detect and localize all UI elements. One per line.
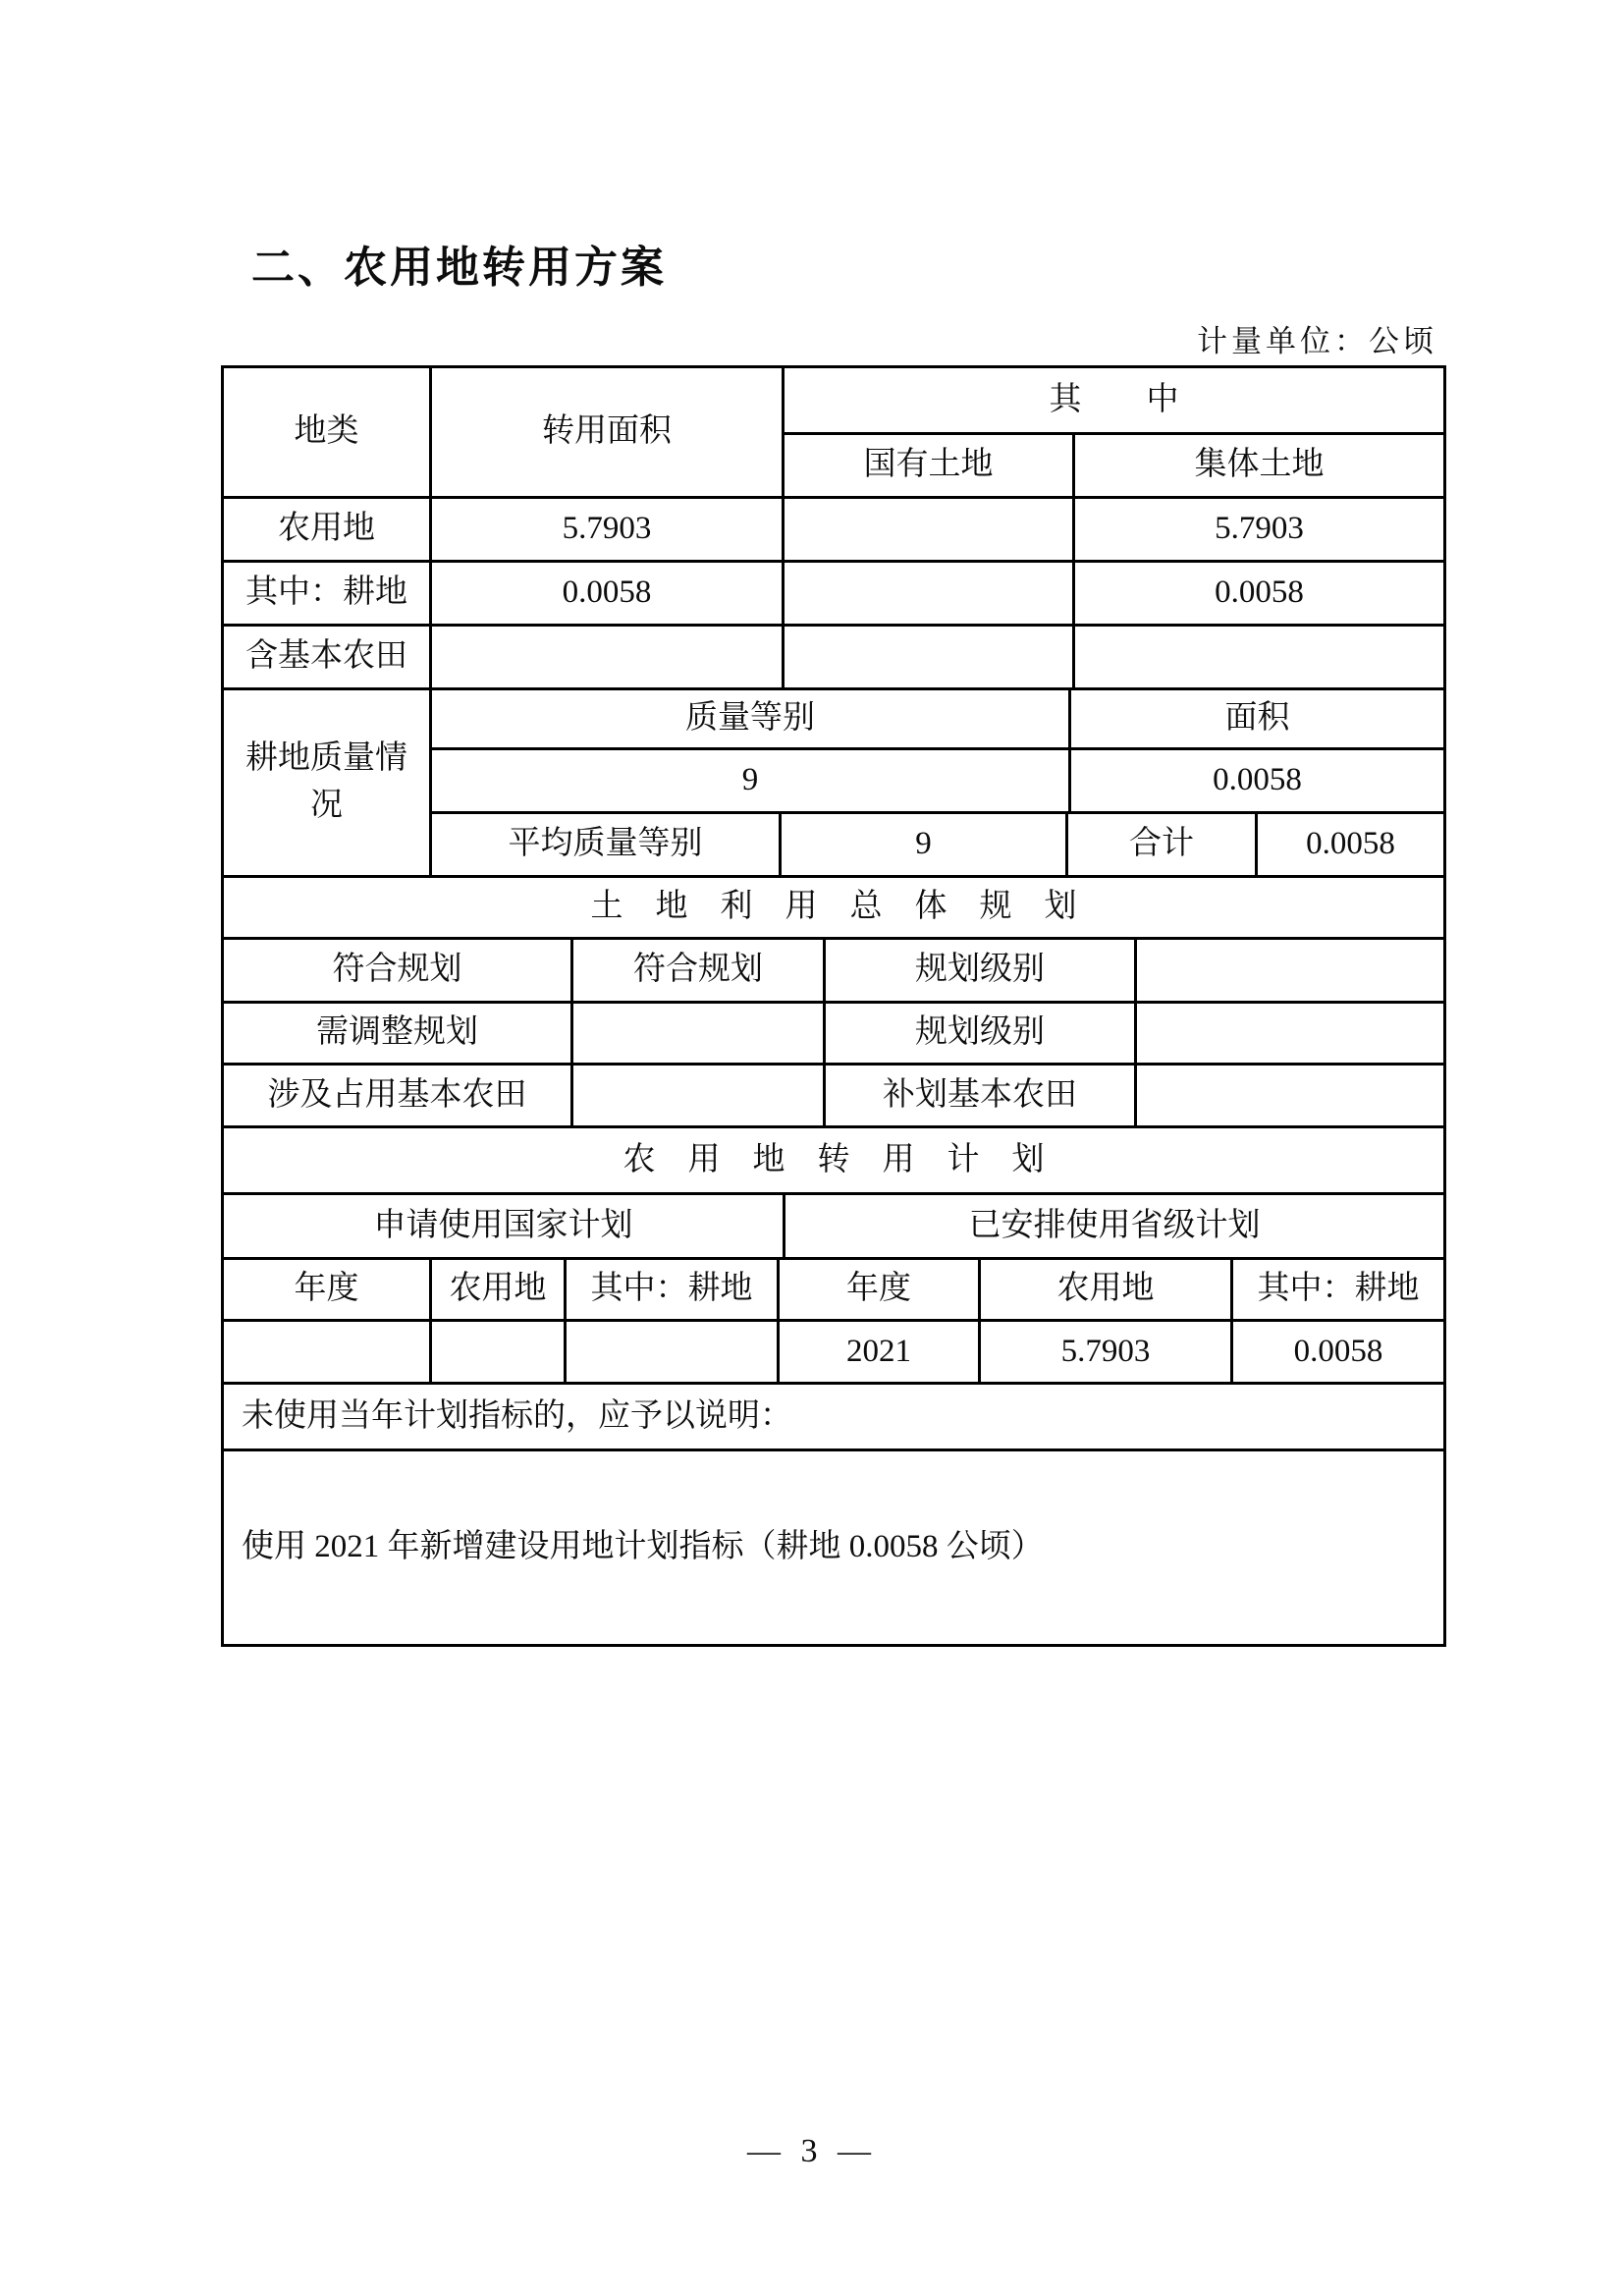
page-number: — 3 —: [747, 2133, 877, 2169]
provincial-agri-value: 5.7903: [981, 1322, 1233, 1382]
planning-row-occupy: [224, 1066, 1443, 1128]
provincial-cultivated-header: 其中：耕地: [1257, 1271, 1420, 1307]
quality-average-row: [432, 814, 1443, 875]
agricultural-state-owned: [785, 499, 1075, 560]
page-title: 二、农用地转用方案: [251, 244, 667, 292]
row-agricultural-land: [224, 499, 1443, 563]
note-label-row: [224, 1385, 1443, 1451]
conversion-plan-title-row: [224, 1128, 1443, 1195]
national-cultivated-header: 其中：耕地: [567, 1260, 780, 1319]
conform-level-value: [1137, 940, 1443, 1001]
planning-section-title-row: [224, 878, 1443, 940]
cultivated-state-owned: [785, 563, 1075, 624]
plan-source-header-row: [224, 1195, 1443, 1260]
provincial-cultivated-value: 0.0058: [1293, 1333, 1383, 1369]
quality-detail-group: [432, 690, 1443, 875]
header-conversion-area: 转用面积: [432, 368, 785, 496]
planning-section-title: 土 地 利 用 总 体 规 划: [590, 889, 1077, 925]
quality-grade-header: 质量等别: [432, 690, 1071, 747]
quality-total-label: 合计: [1068, 814, 1258, 875]
table-header-block: [224, 368, 1443, 499]
land-conversion-table: [221, 365, 1446, 1647]
conform-level-label: 规划级别: [826, 940, 1137, 1001]
unit-note: 计量单位：公顷: [1197, 324, 1437, 358]
quality-avg-value: 9: [782, 814, 1068, 875]
conform-label: 符合规划: [224, 940, 573, 1001]
plan-data-row: [224, 1322, 1443, 1385]
national-cultivated-value: [567, 1322, 780, 1382]
quality-total-value: 0.0058: [1306, 826, 1395, 862]
agricultural-label: 农用地: [224, 499, 432, 560]
adjust-level-value: [1137, 1004, 1443, 1063]
quality-avg-label: 平均质量等别: [432, 814, 782, 875]
quality-value-row: [432, 750, 1443, 814]
provincial-year-value: 2021: [780, 1322, 981, 1382]
adjust-level-label: 规划级别: [826, 1004, 1137, 1063]
note-content-row: [224, 1451, 1443, 1644]
note-label: 未使用当年计划指标的，应予以说明：: [242, 1397, 792, 1434]
planning-row-conform: [224, 940, 1443, 1004]
quality-area-value: 0.0058: [1213, 762, 1302, 798]
occupy-label: 涉及占用基本农田: [224, 1066, 573, 1125]
quality-label-text: 耕地质量情况: [245, 740, 407, 823]
replan-label: 补划基本农田: [826, 1066, 1137, 1125]
header-among-which-group: [785, 368, 1443, 496]
cultivated-conversion-area: 0.0058: [432, 563, 785, 624]
adjust-value: [573, 1004, 826, 1063]
header-state-owned: 国有土地: [785, 435, 1075, 496]
basic-farmland-label: 含基本农田: [224, 627, 432, 687]
header-collective: 集体土地: [1194, 447, 1325, 483]
occupy-value: [573, 1066, 826, 1125]
replan-value: [1137, 1066, 1443, 1125]
national-agri-value: [432, 1322, 567, 1382]
quality-block: [224, 690, 1443, 878]
quality-label: [224, 690, 432, 875]
provincial-agri-header: 农用地: [981, 1260, 1233, 1319]
adjust-label: 需调整规划: [224, 1004, 573, 1063]
national-year-header: 年度: [224, 1260, 432, 1319]
header-land-type: 地类: [224, 368, 432, 496]
cultivated-collective: 0.0058: [1215, 574, 1304, 611]
header-among-which: 其 中: [785, 368, 1443, 435]
agricultural-collective: 5.7903: [1215, 511, 1304, 547]
row-cultivated-land: [224, 563, 1443, 627]
basic-farmland-state-owned: [785, 627, 1075, 687]
quality-header-row: [432, 690, 1443, 750]
provincial-year-header: 年度: [780, 1260, 981, 1319]
row-basic-farmland: [224, 627, 1443, 690]
note-content: 使用 2021 年新增建设用地计划指标（耕地 0.0058 公顷）: [242, 1529, 1044, 1565]
planning-row-adjust: [224, 1004, 1443, 1066]
conform-value: 符合规划: [573, 940, 826, 1001]
national-agri-header: 农用地: [432, 1260, 567, 1319]
agricultural-conversion-area: 5.7903: [432, 499, 785, 560]
national-year-value: [224, 1322, 432, 1382]
quality-area-header: 面积: [1224, 700, 1290, 737]
plan-column-header-row: [224, 1260, 1443, 1322]
cultivated-label: 其中：耕地: [224, 563, 432, 624]
national-plan-header: 申请使用国家计划: [224, 1195, 785, 1257]
basic-farmland-collective: [1075, 627, 1443, 687]
conversion-plan-title: 农 用 地 转 用 计 划: [623, 1141, 1045, 1177]
provincial-plan-header: 已安排使用省级计划: [968, 1207, 1261, 1243]
basic-farmland-conversion-area: [432, 627, 785, 687]
header-ownership-row: [785, 435, 1443, 496]
quality-grade-value: 9: [432, 750, 1071, 811]
